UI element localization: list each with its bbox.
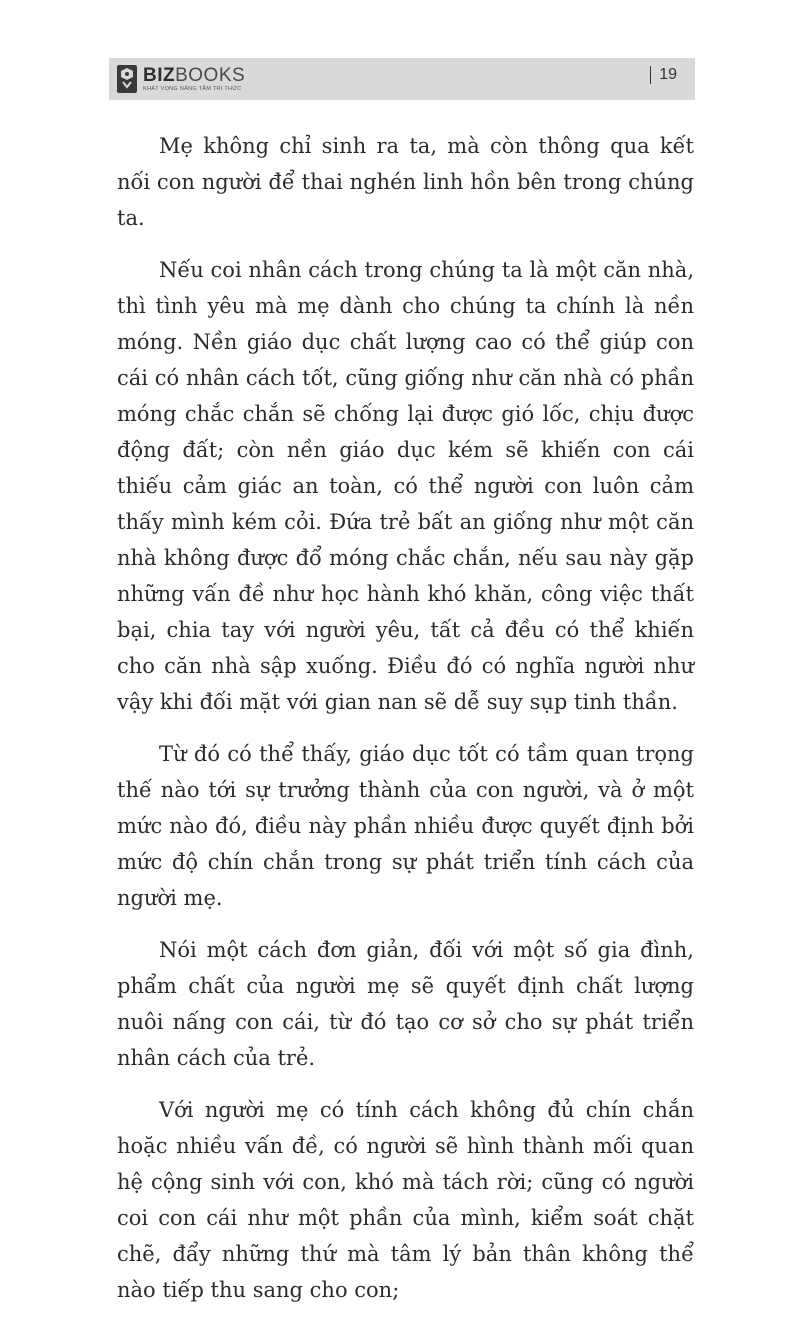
- page-number-value: 19: [659, 66, 677, 83]
- brand-part-biz: BIZ: [143, 64, 176, 86]
- publisher-logo: [116, 60, 245, 98]
- page-number-divider: [650, 66, 651, 84]
- paragraph: Mẹ không chỉ sinh ra ta, mà còn thông qua kết nối con người để thai nghén linh hồn bên trong chúng ta.: [117, 134, 694, 230]
- brand-part-books: BOOKS: [175, 64, 246, 86]
- page-number: [650, 66, 677, 84]
- publisher-tagline: KHÁT VỌNG NÂNG TẦM TRI THỨC: [143, 85, 242, 92]
- paragraph: Nói một cách đơn giản, đối với một số gia đình, phẩm chất của người mẹ sẽ quyết định chất lượng nuôi nấng con cái, từ đó tạo cơ sở cho sự phát triển nhân cách của trẻ.: [117, 938, 694, 1070]
- bizbooks-logo-icon: [116, 63, 138, 95]
- body-text: [117, 128, 694, 1324]
- paragraph: Từ đó có thể thấy, giáo dục tốt có tầm quan trọng thế nào tới sự trưởng thành của con người, và ở một mức nào đó, điều này phần nhiều được quyết định bởi mức độ chín chắn trong sự phát triển tính cách của người mẹ.: [117, 742, 694, 910]
- paragraph: Với người mẹ có tính cách không đủ chín chắn hoặc nhiều vấn đề, có người sẽ hình thành mối quan hệ cộng sinh với con, khó mà tách rời; cũng có người coi con cái như một phần của mình, kiểm soát chặt chẽ, đẩy những thứ mà tâm lý bản thân không thể nào tiếp thu sang cho con;: [117, 1098, 694, 1302]
- publisher-brand: [143, 66, 245, 85]
- paragraph: Nếu coi nhân cách trong chúng ta là một căn nhà, thì tình yêu mà mẹ dành cho chúng ta chính là nền móng. Nền giáo dục chất lượng cao có thể giúp con cái có nhân cách tốt, cũng giống như căn nhà có phần móng chắc chắn sẽ chống lại được gió lốc, chịu được động đất; còn nền giáo dục kém sẽ khiến con cái thiếu cảm giác an toàn, có thể người con luôn cảm thấy mình kém cỏi. Đứa trẻ bất an giống như một căn nhà không được đổ móng chắc chắn, nếu sau này gặp những vấn đề như học hành khó khăn, công việc thất bại, chia tay với người yêu, tất cả đều có thể khiến cho căn nhà sập xuống. Điều đó có nghĩa người như vậy khi đối mặt với gian nan sẽ dễ suy sụp tinh thần.: [117, 258, 694, 714]
